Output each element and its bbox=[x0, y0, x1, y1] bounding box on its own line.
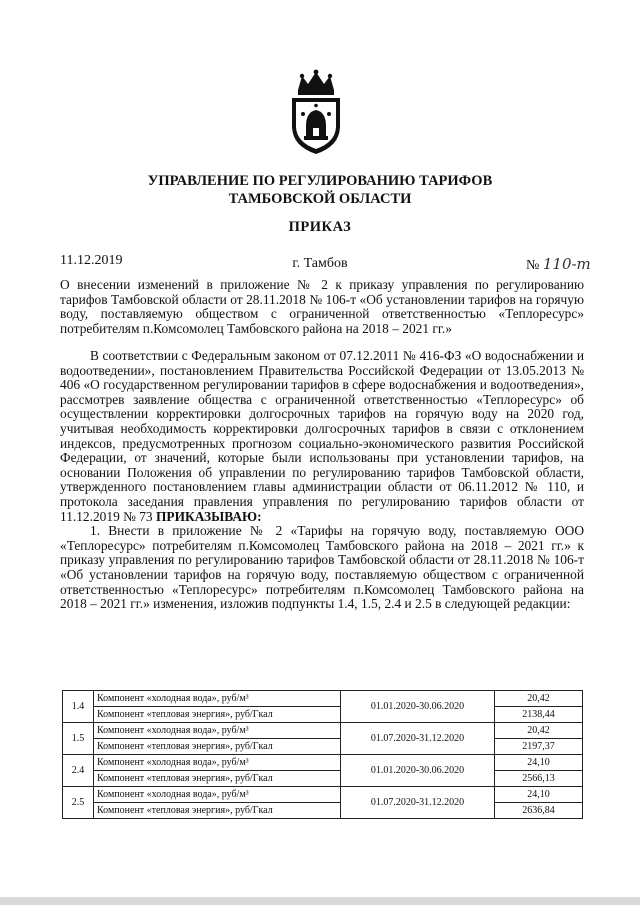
tariff-period: 01.01.2020-30.06.2020 bbox=[341, 755, 495, 787]
table-row bbox=[63, 723, 583, 739]
heat-energy-value: 2197,37 bbox=[495, 739, 583, 755]
component-cold-water: Компонент «холодная вода», руб/м³ bbox=[94, 755, 341, 771]
preamble-paragraph bbox=[60, 349, 584, 524]
table-row bbox=[63, 707, 583, 723]
component-cold-water: Компонент «холодная вода», руб/м³ bbox=[94, 787, 341, 803]
tariff-period: 01.07.2020-31.12.2020 bbox=[341, 787, 495, 819]
heat-energy-value: 2636,84 bbox=[495, 803, 583, 819]
number-prefix: № bbox=[526, 258, 540, 273]
component-heat-energy: Компонент «тепловая энергия», руб/Гкал bbox=[94, 707, 341, 723]
order-word: ПРИКАЗЫВАЮ: bbox=[155, 508, 262, 524]
component-heat-energy: Компонент «тепловая энергия», руб/Гкал bbox=[94, 803, 341, 819]
tariff-table bbox=[62, 690, 583, 819]
order-body bbox=[60, 349, 584, 612]
subpoint-number: 1.5 bbox=[63, 723, 94, 755]
document-number bbox=[526, 255, 591, 274]
cold-water-value: 20,42 bbox=[495, 691, 583, 707]
subpoint-number: 1.4 bbox=[63, 691, 94, 723]
cold-water-value: 20,42 bbox=[495, 723, 583, 739]
table-row bbox=[63, 787, 583, 803]
preamble-text: В соответствии с Федеральным законом от 07.12.2011 № 416-ФЗ «О водоснабжении и водоотведении», постановлением Правительства Российской Федерации от 13.05.2013 № 406 «О государственном регулировании тарифов в сфере водоснабжения и водоотведения», рассмотрев заявление общества с ограниченной ответственностью «Теплоресурс» об осуществлении корректировки долгосрочных тарифов на горячую воду на 2020 год, учитывая необходимость корректировки долгосрочных тарифов в связи с отклонением индексов, предусмотренных прогнозом социально-экономического развития Российской Федерации, от значений, которые были использованы при установлении тарифов, на основании Положения об управлении по регулированию тарифов Тамбовской области, утвержденного постановлением главы администрации области от 06.11.2012 № 110, и протокола заседания правления управления по регулированию тарифов области от 11.12.2019 № 73 bbox=[60, 348, 584, 524]
organization-title-line2: ТАМБОВСКОЙ ОБЛАСТИ bbox=[228, 191, 412, 207]
scan-bottom-edge bbox=[0, 897, 640, 905]
table-row bbox=[63, 691, 583, 707]
document-city: г. Тамбов bbox=[292, 256, 348, 271]
table-row bbox=[63, 755, 583, 771]
heat-energy-value: 2566,13 bbox=[495, 771, 583, 787]
subpoint-number: 2.5 bbox=[63, 787, 94, 819]
document-type: ПРИКАЗ bbox=[288, 219, 352, 235]
component-cold-water: Компонент «холодная вода», руб/м³ bbox=[94, 723, 341, 739]
cold-water-value: 24,10 bbox=[495, 787, 583, 803]
tariff-period: 01.01.2020-30.06.2020 bbox=[341, 691, 495, 723]
number-handwritten: 110-т bbox=[542, 255, 591, 273]
organization-title bbox=[60, 172, 580, 208]
item-1-paragraph: 1. Внести в приложение № 2 «Тарифы на горячую воду, поставляемую ООО «Теплоресурс» потребителям п.Комсомолец Тамбовского района на 2018 – 2021 гг.» к приказу управления по регулированию тарифов Тамбовской области от 28.11.2018 № 106-т «Об установлении тарифов на горячую воду, поставляемую обществом с ограниченной ответственностью «Теплоресурс» потребителям п.Комсомолец Тамбовского района на 2018 – 2021 гг.» изменения, изложив подпункты 1.4, 1.5, 2.4 и 2.5 в следующей редакции: bbox=[60, 523, 584, 612]
table-row bbox=[63, 739, 583, 755]
heat-energy-value: 2138,44 bbox=[495, 707, 583, 723]
component-heat-energy: Компонент «тепловая энергия», руб/Гкал bbox=[94, 739, 341, 755]
cold-water-value: 24,10 bbox=[495, 755, 583, 771]
order-subject: О внесении изменений в приложение № 2 к приказу управления по регулированию тарифов Тамбовской области от 28.11.2018 № 106-т «Об установлении тарифов на горячую воду, поставляемую обществом с ограниченной ответственностью «Теплоресурс» потребителям п.Комсомолец Тамбовского района на 2018 – 2021 гг.» bbox=[60, 277, 584, 336]
subpoint-number: 2.4 bbox=[63, 755, 94, 787]
tambov-coat-of-arms-icon bbox=[284, 68, 348, 156]
component-cold-water: Компонент «холодная вода», руб/м³ bbox=[94, 691, 341, 707]
organization-title-line1: УПРАВЛЕНИЕ ПО РЕГУЛИРОВАНИЮ ТАРИФОВ bbox=[147, 173, 493, 189]
document-date: 11.12.2019 bbox=[60, 253, 123, 268]
component-heat-energy: Компонент «тепловая энергия», руб/Гкал bbox=[94, 771, 341, 787]
tariff-period: 01.07.2020-31.12.2020 bbox=[341, 723, 495, 755]
table-row bbox=[63, 771, 583, 787]
table-row bbox=[63, 803, 583, 819]
